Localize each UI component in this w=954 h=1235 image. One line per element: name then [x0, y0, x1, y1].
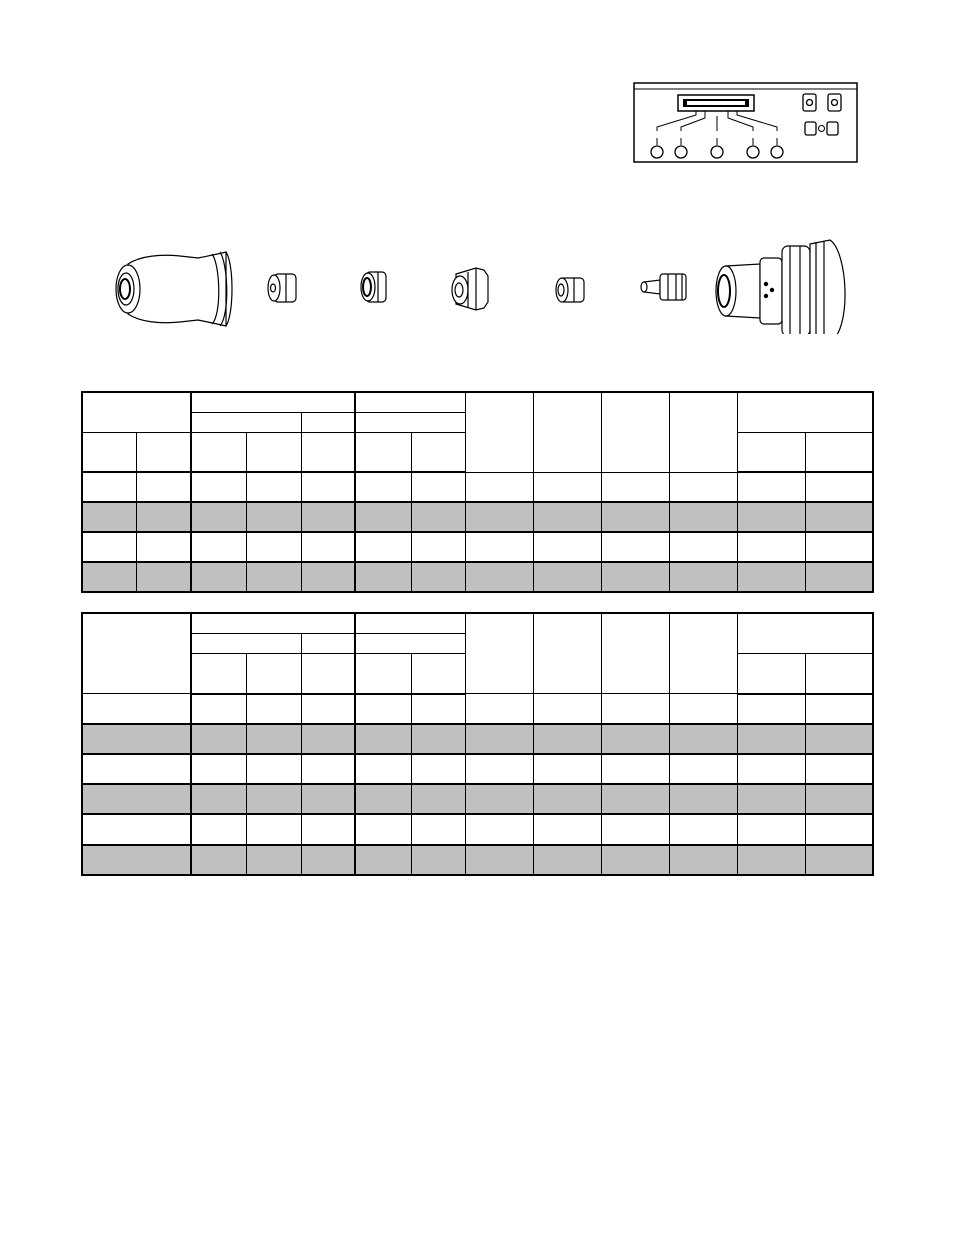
table-cell [355, 724, 411, 754]
header-cell [355, 653, 411, 693]
table-cell [191, 845, 246, 875]
header-cell [355, 412, 465, 432]
header-cell [82, 392, 191, 432]
table-cell [805, 694, 873, 724]
table-cell [533, 845, 601, 875]
table-cell [533, 532, 601, 562]
table-cell [355, 562, 411, 592]
table-cell [191, 562, 246, 592]
table-cell [82, 724, 191, 754]
table-cell [301, 562, 355, 592]
table-cell [533, 754, 601, 784]
table-cell [82, 845, 191, 875]
table-cell [411, 784, 465, 814]
table-cell [301, 532, 355, 562]
table-cell [301, 694, 355, 724]
table-cell [246, 532, 301, 562]
table-cell [465, 784, 533, 814]
table-cell [191, 814, 246, 844]
header-cell [246, 653, 301, 693]
table-cell [737, 814, 805, 844]
table-cell [669, 532, 737, 562]
table-cell [136, 472, 191, 502]
header-cell [191, 653, 246, 693]
header-cell [737, 432, 805, 472]
table-cell [805, 814, 873, 844]
table-cell [737, 532, 805, 562]
header-cell [601, 392, 669, 472]
table-cell [533, 472, 601, 502]
table-cell [805, 532, 873, 562]
consumable-parts-strip [100, 234, 860, 334]
table-cell [355, 694, 411, 724]
table-cell [411, 724, 465, 754]
led-icon [819, 126, 825, 132]
table-cell [805, 472, 873, 502]
table-row [82, 845, 873, 875]
header-cell [669, 392, 737, 472]
table-cell [301, 845, 355, 875]
header-cell [533, 392, 601, 472]
table-cell [805, 784, 873, 814]
table-cell [191, 754, 246, 784]
header-cell [737, 653, 805, 693]
table-cell [533, 502, 601, 532]
table-cell [191, 784, 246, 814]
cut-chart-table-2 [81, 612, 874, 876]
header-cell [301, 633, 355, 653]
table-cell [301, 724, 355, 754]
table-cell [533, 784, 601, 814]
header-cell [805, 432, 873, 472]
table-cell [136, 562, 191, 592]
table-row [82, 784, 873, 814]
table-cell [737, 784, 805, 814]
table-cell [411, 845, 465, 875]
table-cell [533, 724, 601, 754]
table-cell [737, 754, 805, 784]
table-cell [601, 724, 669, 754]
table-cell [533, 562, 601, 592]
table-cell [246, 562, 301, 592]
header-cell [246, 432, 301, 472]
table-cell [82, 814, 191, 844]
table-cell [411, 532, 465, 562]
display-window-icon [678, 95, 754, 111]
table-cell [191, 502, 246, 532]
table-cell [465, 562, 533, 592]
table-cell [246, 694, 301, 724]
header-cell [82, 613, 191, 694]
table-cell [669, 472, 737, 502]
electrode-icon [641, 274, 686, 300]
header-cell [191, 412, 301, 432]
header-cell [355, 392, 465, 412]
table-cell [465, 814, 533, 844]
table-cell [136, 502, 191, 532]
header-cell [737, 613, 873, 653]
torch-main-body-icon [716, 240, 845, 334]
table-cell [82, 532, 136, 562]
header-cell [355, 432, 411, 472]
table-cell [355, 472, 411, 502]
control-panel-icon [633, 82, 859, 164]
header-cell [301, 412, 355, 432]
table-cell [301, 502, 355, 532]
header-cell [355, 633, 465, 653]
nozzle-retaining-cap-icon [268, 274, 296, 302]
table-cell [465, 754, 533, 784]
table-cell [669, 784, 737, 814]
header-cell [411, 432, 465, 472]
table-cell [82, 694, 191, 724]
table-cell [737, 562, 805, 592]
table-cell [737, 502, 805, 532]
table-cell [601, 532, 669, 562]
table-cell [411, 814, 465, 844]
header-cell [191, 432, 246, 472]
table-row [82, 502, 873, 532]
table-header-row [82, 613, 873, 633]
table-row [82, 754, 873, 784]
table-header-row [82, 392, 873, 412]
table-cell [533, 694, 601, 724]
table-cell [136, 532, 191, 562]
table-cell [601, 472, 669, 502]
header-cell [411, 653, 465, 693]
table-cell [246, 754, 301, 784]
table-cell [301, 814, 355, 844]
table-cell [82, 754, 191, 784]
cut-chart-table-1 [81, 391, 874, 593]
header-cell [533, 613, 601, 694]
table-cell [465, 694, 533, 724]
table-cell [805, 502, 873, 532]
table-cell [737, 472, 805, 502]
table-row [82, 724, 873, 754]
table-cell [465, 472, 533, 502]
table-cell [601, 845, 669, 875]
table-cell [805, 724, 873, 754]
table-cell [669, 814, 737, 844]
shield-cup-icon [116, 252, 232, 326]
table-cell [191, 532, 246, 562]
table-cell [301, 784, 355, 814]
table-cell [601, 784, 669, 814]
header-cell [465, 613, 533, 694]
table-cell [805, 754, 873, 784]
nozzle-icon [361, 272, 386, 302]
table-cell [301, 472, 355, 502]
header-cell [191, 613, 355, 633]
table-row [82, 532, 873, 562]
control-panel-diagram [633, 82, 859, 164]
table-cell [669, 562, 737, 592]
table-row [82, 472, 873, 502]
electrode-insert-icon [556, 278, 584, 302]
table-cell [669, 694, 737, 724]
table-cell [301, 754, 355, 784]
table-cell [805, 845, 873, 875]
table-cell [246, 845, 301, 875]
table-row [82, 562, 873, 592]
swirl-ring-icon [452, 268, 488, 310]
table-cell [411, 472, 465, 502]
table-cell [737, 724, 805, 754]
table-cell [191, 724, 246, 754]
table-cell [191, 472, 246, 502]
header-cell [301, 432, 355, 472]
table-cell [465, 532, 533, 562]
table-cell [601, 562, 669, 592]
header-cell [191, 633, 301, 653]
table-cell [82, 472, 136, 502]
table-cell [246, 724, 301, 754]
table-cell [246, 814, 301, 844]
header-cell [301, 653, 355, 693]
table-cell [737, 845, 805, 875]
table-cell [411, 754, 465, 784]
table-row [82, 814, 873, 844]
table-cell [411, 694, 465, 724]
table-cell [465, 845, 533, 875]
table-cell [601, 754, 669, 784]
table-cell [601, 694, 669, 724]
table-cell [246, 502, 301, 532]
table-cell [601, 814, 669, 844]
table-cell [465, 724, 533, 754]
table-cell [246, 472, 301, 502]
table-cell [246, 784, 301, 814]
table-cell [669, 502, 737, 532]
table-cell [533, 814, 601, 844]
table-cell [82, 784, 191, 814]
header-cell [669, 613, 737, 694]
table-cell [411, 562, 465, 592]
table-cell [355, 814, 411, 844]
table-cell [465, 502, 533, 532]
header-cell [601, 613, 669, 694]
header-cell [465, 392, 533, 472]
header-cell [82, 432, 136, 472]
header-cell [737, 392, 873, 432]
table-cell [82, 502, 136, 532]
table-cell [411, 502, 465, 532]
header-cell [136, 432, 191, 472]
table-cell [669, 845, 737, 875]
table-cell [737, 694, 805, 724]
table-cell [669, 724, 737, 754]
header-cell [191, 392, 355, 412]
table-cell [355, 754, 411, 784]
table-cell [355, 502, 411, 532]
header-cell [355, 613, 465, 633]
table-cell [601, 502, 669, 532]
table-cell [191, 694, 246, 724]
table-cell [669, 754, 737, 784]
table-cell [355, 784, 411, 814]
table-cell [355, 532, 411, 562]
table-row [82, 694, 873, 724]
table-cell [805, 562, 873, 592]
table-cell [82, 562, 136, 592]
header-cell [805, 653, 873, 693]
table-cell [355, 845, 411, 875]
